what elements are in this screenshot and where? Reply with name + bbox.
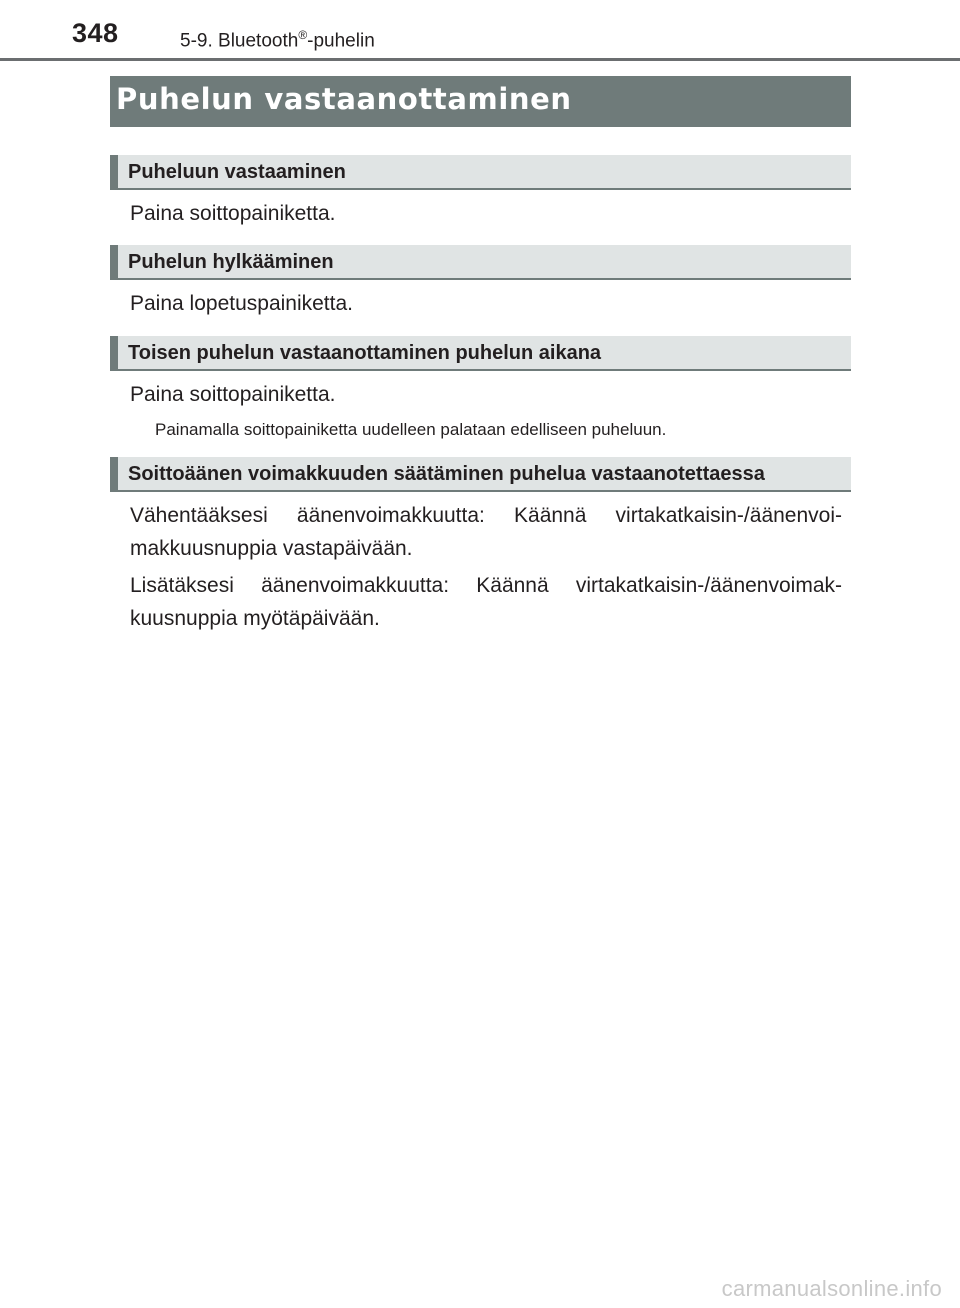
subsection-heading-text: Soittoäänen voimakkuuden säätäminen puhelua vastaanotettaessa bbox=[128, 463, 765, 485]
body-text: Paina soittopainiketta. bbox=[130, 202, 336, 225]
section-title-prefix: 5-9. Bluetooth bbox=[180, 30, 299, 52]
body-text: Lisätäksesi äänenvoimakkuutta: Käännä virtakatkaisin-/äänenvoimak-kuusnuppia myötäpäivään. bbox=[130, 574, 842, 630]
subsection-heading-reject bbox=[110, 245, 851, 280]
main-title: Puhelun vastaanottaminen bbox=[116, 82, 572, 116]
page-number: 348 bbox=[72, 18, 119, 48]
subsection-heading-second-call bbox=[110, 336, 851, 371]
section-title bbox=[180, 28, 375, 52]
page-header bbox=[0, 0, 960, 64]
subsection-heading-text: Toisen puhelun vastaanottaminen puhelun aikana bbox=[128, 342, 602, 364]
registered-mark: ® bbox=[298, 28, 308, 42]
body-text: Paina lopetuspainiketta. bbox=[130, 292, 353, 315]
body-text: Paina soittopainiketta. bbox=[130, 383, 336, 406]
subsection-heading-text: Puhelun hylkääminen bbox=[128, 251, 334, 273]
subsection-heading-text: Puheluun vastaaminen bbox=[128, 161, 346, 183]
subsection-heading-ringtone-volume bbox=[110, 457, 851, 492]
footer-watermark: carmanualsonline.info bbox=[721, 1276, 942, 1301]
body-text: Vähentääksesi äänenvoimakkuutta: Käännä virtakatkaisin-/äänenvoi-makkuusnuppia vastapäivään. bbox=[130, 504, 842, 560]
main-title-bar bbox=[110, 76, 851, 127]
subsection-heading-answer bbox=[110, 155, 851, 190]
section-title-suffix: -puhelin bbox=[307, 30, 375, 52]
header-rule bbox=[0, 58, 960, 61]
note-text: Painamalla soittopainiketta uudelleen palataan edelliseen puheluun. bbox=[155, 420, 667, 439]
